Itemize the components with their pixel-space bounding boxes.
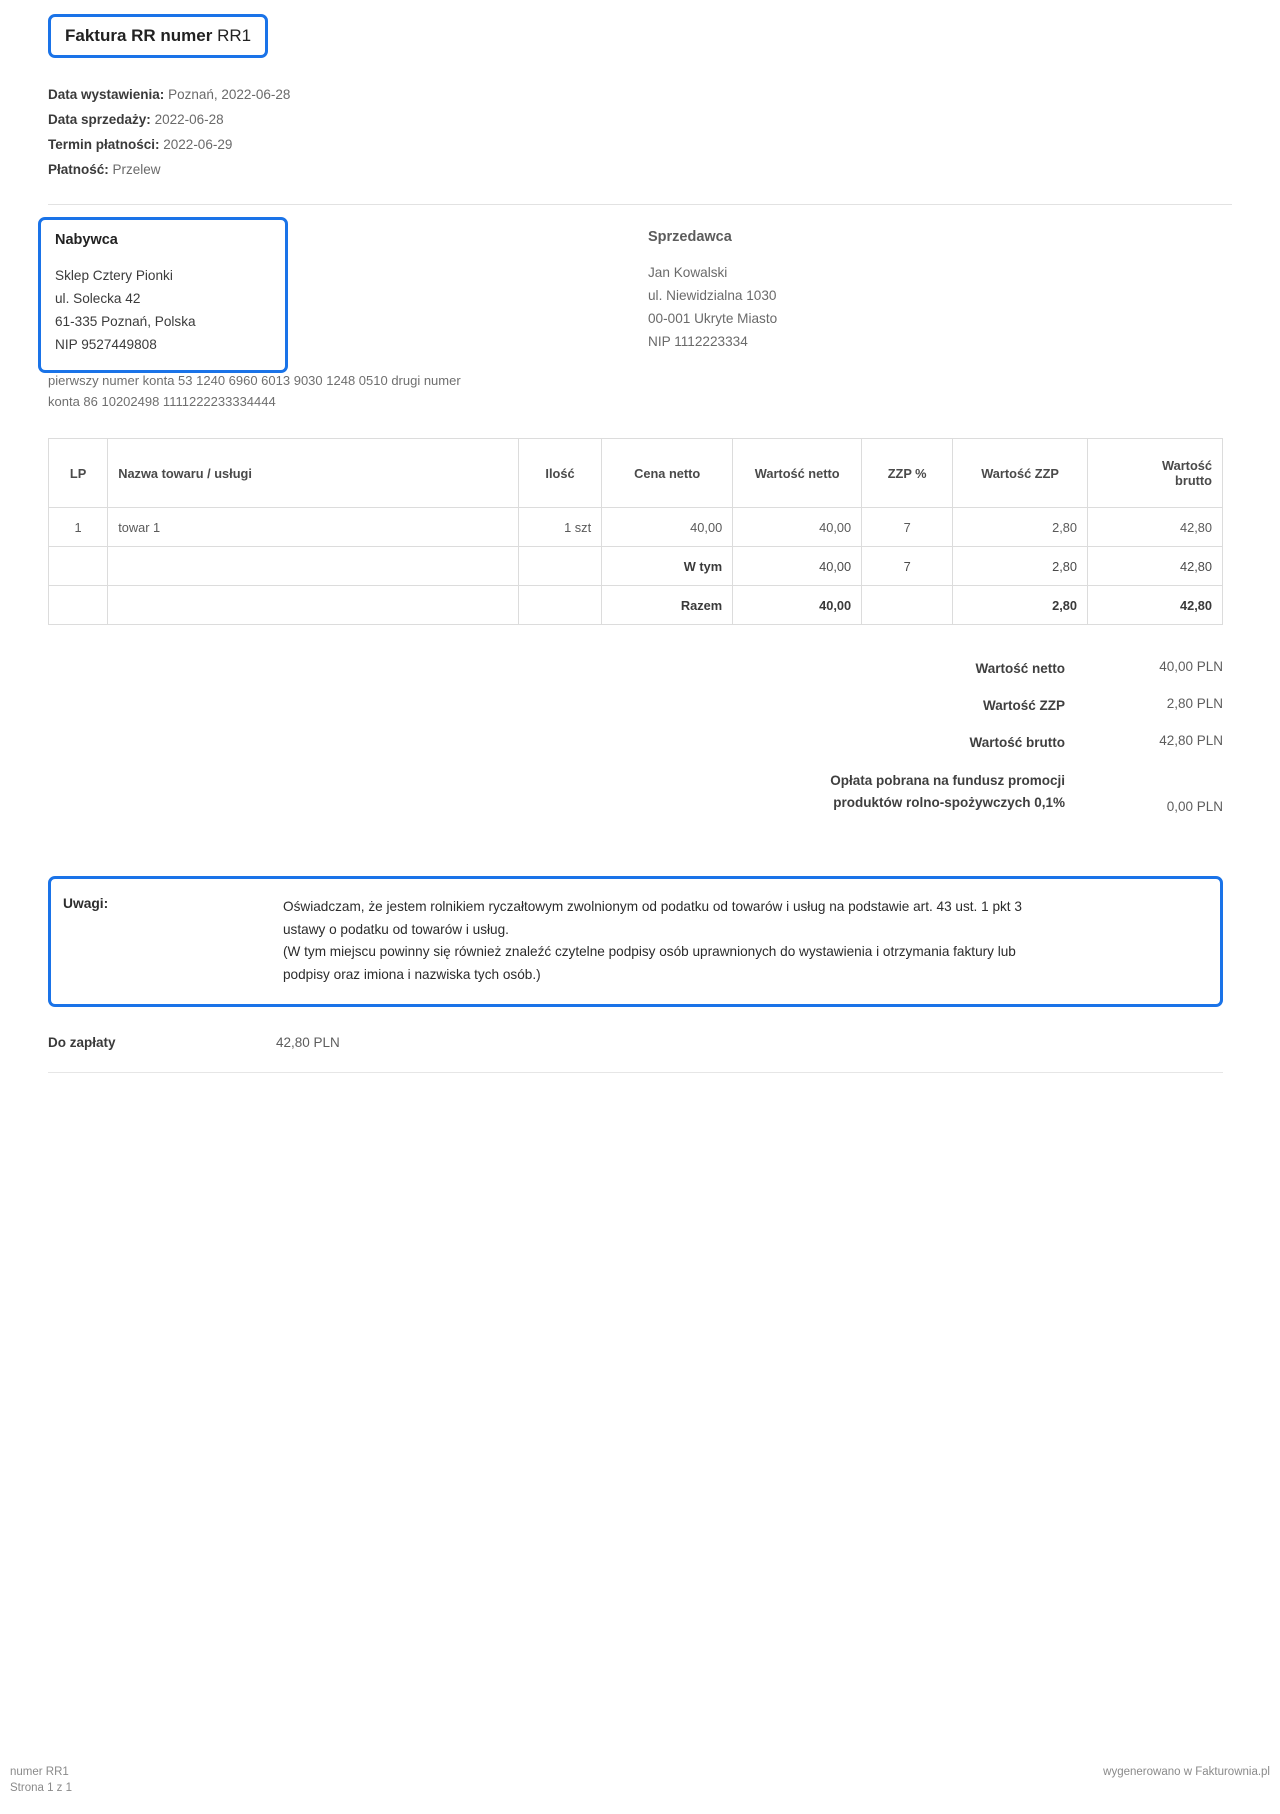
summary-value-gross: 42,80 PLN [1159, 733, 1223, 748]
cell-name: towar 1 [108, 508, 519, 547]
cell-zzp-val: 2,80 [953, 508, 1088, 547]
summary-row-fee [48, 770, 1223, 814]
notes-label: Uwagi: [63, 896, 109, 911]
to-pay-value: 42,80 PLN [276, 1035, 340, 1050]
notes-line-2: ustawy o podatku od towarów i usług. [283, 921, 509, 937]
subtotal-gross: 42,80 [1088, 547, 1223, 586]
summary-row-zzp [48, 696, 1223, 716]
spacer-lp-2 [49, 586, 108, 625]
total-zzp-val: 2,80 [953, 586, 1088, 625]
summary-row-net [48, 659, 1223, 679]
spacer-name [108, 547, 519, 586]
seller-heading: Sprzedawca [648, 229, 732, 245]
spacer-qty-2 [518, 586, 601, 625]
divider-bottom [48, 1072, 1223, 1073]
buyer-block [38, 217, 288, 373]
footer-left [10, 1764, 72, 1796]
seller-name: Jan Kowalski [648, 265, 728, 280]
cell-net: 40,00 [733, 508, 862, 547]
summary-label-fee-line2: produktów rolno-spożywczych 0,1% [833, 795, 1065, 810]
bank-accounts-line1: pierwszy numer konta 53 1240 6960 6013 9030 1248 0510 drugi numer [48, 373, 461, 388]
spacer-qty [518, 547, 601, 586]
header-zzp-pct: ZZP % [862, 439, 953, 508]
date-value-issue: Poznań, 2022-06-28 [168, 87, 291, 102]
summary-label-fee [465, 770, 1093, 814]
header-lp: LP [49, 439, 108, 508]
cell-lp: 1 [49, 508, 108, 547]
parties-section [48, 205, 1232, 380]
seller-street: ul. Niewidzialna 1030 [648, 288, 777, 303]
summary-label-fee-line1: Opłata pobrana na fundusz promocji [830, 773, 1065, 788]
header-zzp-val: Wartość ZZP [953, 439, 1088, 508]
invoice-title-label: Faktura RR numer [65, 26, 213, 45]
invoice-number: RR1 [217, 26, 252, 45]
date-label-due: Termin płatności: [48, 137, 160, 152]
cell-qty: 1 szt [518, 508, 601, 547]
to-pay-label: Do zapłaty [48, 1035, 116, 1050]
cell-price: 40,00 [602, 508, 733, 547]
total-gross: 42,80 [1088, 586, 1223, 625]
spacer-lp [49, 547, 108, 586]
table-row [49, 508, 1223, 547]
seller-block [648, 229, 1008, 353]
invoice-content [48, 0, 1232, 1073]
date-value-sale: 2022-06-28 [154, 112, 224, 127]
footer-page-number: Strona 1 z 1 [10, 1782, 73, 1794]
notes-line-4: podpisy oraz imiona i nazwiska tych osób.) [283, 966, 541, 982]
summary-row-gross [48, 733, 1223, 753]
footer-invoice-number: numer RR1 [10, 1766, 69, 1778]
subtotal-zzp-pct: 7 [862, 547, 953, 586]
page-footer [10, 1764, 1270, 1796]
summary-label-net: Wartość netto [975, 661, 1065, 676]
date-label-sale: Data sprzedaży: [48, 112, 151, 127]
seller-nip: NIP 1112223334 [648, 334, 748, 349]
buyer-name: Sklep Cztery Pionki [55, 268, 173, 283]
table-subtotal-row [49, 547, 1223, 586]
header-gross-line2: brutto [1175, 473, 1212, 488]
subtotal-zzp-val: 2,80 [953, 547, 1088, 586]
notes-line-1: Oświadczam, że jestem rolnikiem ryczałtowym zwolnionym od podatku od towarów i usług na podstawie art. 43 ust. 1 pkt 3 [283, 899, 1022, 914]
buyer-nip: NIP 9527449808 [55, 337, 157, 352]
footer-right: wygenerowano w Fakturownia.pl [1103, 1766, 1270, 1778]
notes-body [283, 896, 1022, 986]
header-qty: Ilość [518, 439, 601, 508]
cell-zzp-pct: 7 [862, 508, 953, 547]
header-name: Nazwa towaru / usługi [108, 439, 519, 508]
header-gross [1088, 439, 1223, 508]
header-price: Cena netto [602, 439, 733, 508]
table-total-row [49, 586, 1223, 625]
bank-accounts-line2: konta 86 10202498 1111222233334444 [48, 394, 276, 409]
total-net: 40,00 [733, 586, 862, 625]
date-label-payment: Płatność: [48, 162, 109, 177]
date-label-issue: Data wystawienia: [48, 87, 165, 102]
buyer-city: 61-335 Poznań, Polska [55, 314, 196, 329]
buyer-heading: Nabywca [55, 232, 118, 248]
invoice-dates [48, 82, 1232, 182]
seller-city: 00-001 Ukryte Miasto [648, 311, 778, 326]
to-pay-section [48, 1035, 1232, 1050]
summary-value-zzp: 2,80 PLN [1166, 696, 1223, 711]
subtotal-net: 40,00 [733, 547, 862, 586]
buyer-street: ul. Solecka 42 [55, 291, 141, 306]
date-value-payment: Przelew [112, 162, 161, 177]
date-value-due: 2022-06-29 [163, 137, 233, 152]
total-label: Razem [602, 586, 733, 625]
notes-line-3: (W tym miejscu powinny się również znaleźć czytelne podpisy osób uprawnionych do wystawienia i otrzymania faktury lub [283, 944, 1016, 959]
header-net: Wartość netto [733, 439, 862, 508]
summary-value-fee-text: 0,00 PLN [1166, 799, 1223, 814]
summary-section [48, 659, 1223, 814]
invoice-title-box [48, 14, 268, 58]
notes-box [48, 876, 1223, 1007]
items-table-header-row [49, 439, 1223, 508]
subtotal-label: W tym [602, 547, 733, 586]
cell-gross: 42,80 [1088, 508, 1223, 547]
date-row-issue [48, 82, 1232, 107]
header-gross-line1: Wartość [1161, 458, 1212, 473]
summary-label-zzp: Wartość ZZP [982, 698, 1065, 713]
summary-label-gross: Wartość brutto [969, 735, 1065, 750]
summary-value-net: 40,00 PLN [1159, 659, 1223, 674]
total-zzp-pct [862, 586, 953, 625]
items-table [48, 438, 1223, 625]
summary-value-fee [1093, 799, 1223, 814]
date-row-sale [48, 107, 1232, 132]
date-row-due [48, 132, 1232, 157]
spacer-name-2 [108, 586, 519, 625]
date-row-payment [48, 157, 1232, 182]
